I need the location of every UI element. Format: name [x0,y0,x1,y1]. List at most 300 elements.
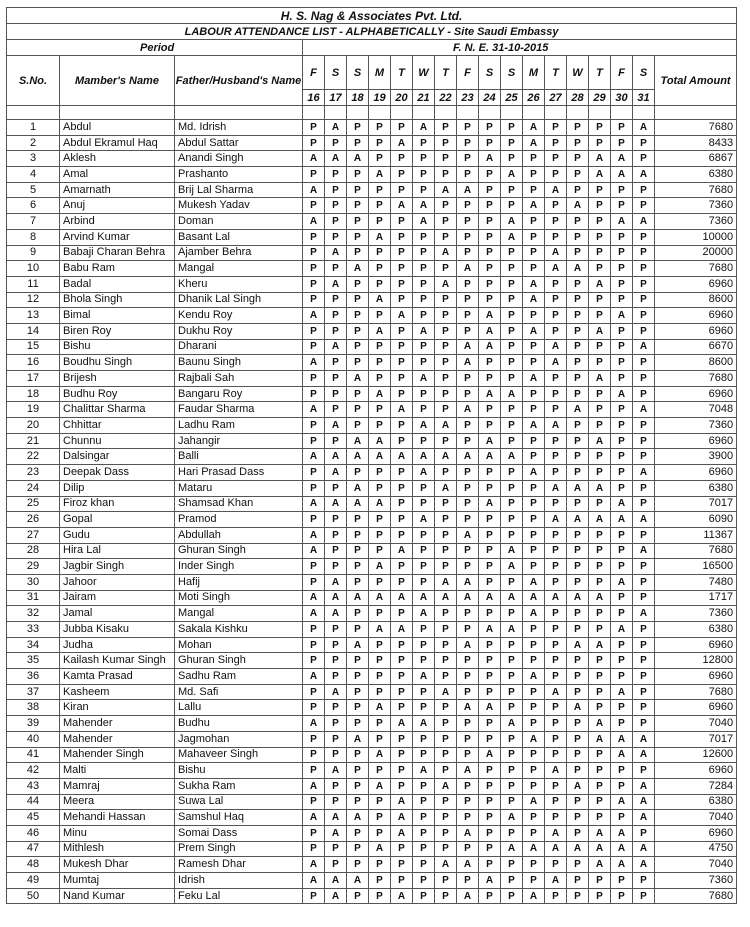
attendance-mark: P [567,371,589,387]
table-row [7,214,737,230]
attendance-mark: P [501,433,523,449]
attendance-mark: P [347,323,369,339]
attendance-mark: P [391,433,413,449]
attendance-mark: P [611,716,633,732]
attendance-mark: A [369,622,391,638]
father-husband-name: Inder Singh [175,559,303,575]
serial-number: 28 [7,543,60,559]
attendance-mark: P [567,731,589,747]
header-day: T [545,56,567,90]
attendance-mark: P [457,810,479,826]
attendance-mark: P [479,355,501,371]
attendance-mark: P [479,763,501,779]
attendance-mark: P [303,120,325,136]
attendance-mark: A [545,480,567,496]
header-date: 19 [369,90,391,106]
attendance-mark: A [567,480,589,496]
attendance-mark: P [611,873,633,889]
serial-number: 4 [7,167,60,183]
attendance-mark: P [369,684,391,700]
total-amount: 7360 [655,606,737,622]
attendance-mark: P [369,245,391,261]
attendance-mark: A [391,308,413,324]
attendance-mark: P [501,512,523,528]
attendance-mark: P [567,214,589,230]
attendance-mark: A [611,386,633,402]
attendance-mark: P [479,198,501,214]
attendance-mark: P [369,151,391,167]
attendance-mark: P [633,198,655,214]
attendance-mark: P [567,716,589,732]
table-row [7,873,737,889]
attendance-mark: P [369,512,391,528]
member-name: Budhu Roy [60,386,175,402]
attendance-mark: P [567,449,589,465]
attendance-mark: A [479,151,501,167]
total-amount: 1717 [655,590,737,606]
attendance-mark: P [391,747,413,763]
attendance-mark: P [325,480,347,496]
attendance-mark: P [435,622,457,638]
attendance-mark: A [347,873,369,889]
attendance-mark: P [479,559,501,575]
attendance-mark: P [611,261,633,277]
attendance-mark: A [523,198,545,214]
attendance-mark: A [523,120,545,136]
attendance-mark: P [347,465,369,481]
member-name: Gopal [60,512,175,528]
attendance-mark: P [545,433,567,449]
attendance-mark: A [611,825,633,841]
attendance-mark: A [369,841,391,857]
father-husband-name: Brij Lal Sharma [175,182,303,198]
attendance-mark: P [413,339,435,355]
header-day: S [501,56,523,90]
attendance-mark: P [325,527,347,543]
attendance-mark: P [567,857,589,873]
spacer-row [7,106,737,120]
attendance-mark: P [457,433,479,449]
father-husband-name: Dhanik Lal Singh [175,292,303,308]
attendance-mark: P [501,496,523,512]
attendance-mark: P [589,120,611,136]
attendance-mark: P [545,888,567,904]
attendance-mark: P [523,763,545,779]
attendance-mark: P [325,622,347,638]
attendance-mark: P [325,794,347,810]
attendance-mark: P [633,355,655,371]
father-husband-name: Prashanto [175,167,303,183]
attendance-mark: P [567,120,589,136]
attendance-mark: A [457,825,479,841]
attendance-mark: P [457,653,479,669]
attendance-mark: P [391,371,413,387]
attendance-mark: A [369,433,391,449]
attendance-mark: P [369,371,391,387]
attendance-mark: P [611,449,633,465]
attendance-mark: P [347,308,369,324]
attendance-mark: P [479,214,501,230]
attendance-mark: P [369,261,391,277]
attendance-mark: P [479,794,501,810]
attendance-mark: A [589,167,611,183]
attendance-mark: P [457,308,479,324]
total-amount: 7017 [655,731,737,747]
attendance-mark: P [567,465,589,481]
member-name: Jamal [60,606,175,622]
attendance-mark: P [501,825,523,841]
attendance-mark: A [391,543,413,559]
attendance-mark: P [325,731,347,747]
attendance-mark: A [589,433,611,449]
attendance-mark: A [611,308,633,324]
attendance-mark: P [457,622,479,638]
attendance-mark: P [303,339,325,355]
attendance-mark: P [347,402,369,418]
attendance-mark: P [501,606,523,622]
attendance-mark: P [545,167,567,183]
attendance-mark: P [523,167,545,183]
attendance-mark: P [391,637,413,653]
attendance-mark: P [567,669,589,685]
father-husband-name: Bangaru Roy [175,386,303,402]
total-amount: 8600 [655,292,737,308]
attendance-mark: P [457,873,479,889]
attendance-mark: P [633,323,655,339]
attendance-mark: P [545,292,567,308]
total-amount: 8433 [655,135,737,151]
attendance-mark: A [479,590,501,606]
attendance-mark: P [589,794,611,810]
attendance-mark: P [457,841,479,857]
attendance-mark: A [435,276,457,292]
table-row [7,543,737,559]
serial-number: 22 [7,449,60,465]
total-amount: 7680 [655,371,737,387]
attendance-mark: A [545,245,567,261]
total-amount: 7680 [655,261,737,277]
attendance-mark: P [589,622,611,638]
attendance-mark: A [545,684,567,700]
attendance-mark: P [501,637,523,653]
table-row [7,120,737,136]
attendance-mark: P [303,653,325,669]
attendance-mark: P [545,449,567,465]
table-row [7,229,737,245]
attendance-mark: A [501,229,523,245]
member-name: Jairam [60,590,175,606]
attendance-mark: P [479,418,501,434]
attendance-mark: P [523,245,545,261]
attendance-mark: A [325,245,347,261]
total-amount: 7680 [655,888,737,904]
attendance-mark: P [633,276,655,292]
member-name: Malti [60,763,175,779]
father-husband-name: Bishu [175,763,303,779]
attendance-mark: P [303,386,325,402]
header-day: S [633,56,655,90]
attendance-mark: P [589,135,611,151]
attendance-mark: P [391,496,413,512]
attendance-mark: P [347,339,369,355]
attendance-mark: P [479,543,501,559]
attendance-mark: P [567,543,589,559]
attendance-mark: P [303,825,325,841]
attendance-mark: P [325,559,347,575]
attendance-mark: A [325,825,347,841]
father-husband-name: Mohan [175,637,303,653]
attendance-mark: P [303,512,325,528]
attendance-mark: P [435,339,457,355]
serial-number: 49 [7,873,60,889]
attendance-mark: P [347,135,369,151]
attendance-mark: A [347,449,369,465]
attendance-mark: P [347,857,369,873]
attendance-mark: P [633,559,655,575]
attendance-mark: P [457,669,479,685]
attendance-mark: P [545,120,567,136]
attendance-mark: A [523,606,545,622]
attendance-mark: A [303,402,325,418]
attendance-mark: P [479,841,501,857]
total-amount: 4750 [655,841,737,857]
table-row [7,167,737,183]
attendance-mark: A [435,418,457,434]
attendance-mark: A [567,402,589,418]
table-row [7,386,737,402]
attendance-mark: P [347,606,369,622]
attendance-mark: A [391,622,413,638]
attendance-mark: P [633,433,655,449]
attendance-mark: A [369,559,391,575]
attendance-mark: A [303,669,325,685]
attendance-mark: A [413,449,435,465]
attendance-mark: A [457,355,479,371]
attendance-mark: A [325,574,347,590]
attendance-mark: P [413,637,435,653]
attendance-mark: P [369,214,391,230]
attendance-mark: A [347,590,369,606]
attendance-mark: A [633,606,655,622]
attendance-mark: A [325,465,347,481]
attendance-mark: A [589,512,611,528]
member-name: Chhittar [60,418,175,434]
attendance-mark: P [545,527,567,543]
attendance-mark: P [479,276,501,292]
header-day: M [523,56,545,90]
attendance-mark: A [369,747,391,763]
attendance-mark: P [501,198,523,214]
attendance-mark: P [523,716,545,732]
attendance-mark: P [303,433,325,449]
attendance-mark: A [457,339,479,355]
attendance-mark: P [589,465,611,481]
attendance-mark: P [523,512,545,528]
attendance-mark: P [369,339,391,355]
attendance-mark: A [633,167,655,183]
attendance-mark: P [391,653,413,669]
attendance-mark: P [567,763,589,779]
attendance-mark: P [303,622,325,638]
header-day: T [391,56,413,90]
attendance-mark: P [457,512,479,528]
attendance-mark: P [523,261,545,277]
attendance-mark: P [567,308,589,324]
attendance-mark: P [589,700,611,716]
attendance-mark: P [413,276,435,292]
attendance-mark: P [457,543,479,559]
header-day: T [435,56,457,90]
attendance-mark: A [611,747,633,763]
attendance-mark: P [501,261,523,277]
table-row [7,465,737,481]
total-amount: 7017 [655,496,737,512]
father-husband-name: Doman [175,214,303,230]
attendance-mark: P [435,512,457,528]
father-husband-name: Ladhu Ram [175,418,303,434]
attendance-mark: A [347,480,369,496]
total-amount: 7040 [655,810,737,826]
attendance-mark: P [303,418,325,434]
attendance-mark: A [303,590,325,606]
attendance-mark: A [523,292,545,308]
attendance-mark: A [303,151,325,167]
attendance-mark: P [303,684,325,700]
attendance-mark: P [523,308,545,324]
header-day: S [347,56,369,90]
attendance-mark: P [303,323,325,339]
member-name: Nand Kumar [60,888,175,904]
attendance-mark: P [413,292,435,308]
attendance-mark: P [479,825,501,841]
attendance-mark: P [545,543,567,559]
attendance-mark: P [523,559,545,575]
attendance-mark: A [325,590,347,606]
member-name: Judha [60,637,175,653]
serial-number: 41 [7,747,60,763]
total-amount: 7680 [655,684,737,700]
father-husband-name: Ghuran Singh [175,543,303,559]
table-row [7,182,737,198]
attendance-mark: P [633,574,655,590]
attendance-mark: A [457,449,479,465]
attendance-mark: A [567,512,589,528]
attendance-mark: P [391,355,413,371]
attendance-mark: P [611,355,633,371]
attendance-mark: P [303,637,325,653]
header-day: T [589,56,611,90]
attendance-mark: P [545,747,567,763]
attendance-mark: P [611,323,633,339]
attendance-mark: P [435,794,457,810]
attendance-mark: P [347,355,369,371]
attendance-mark: P [633,496,655,512]
attendance-mark: P [435,198,457,214]
attendance-mark: P [413,574,435,590]
attendance-mark: P [347,527,369,543]
table-row [7,402,737,418]
member-name: Mamraj [60,778,175,794]
attendance-mark: P [545,371,567,387]
attendance-mark: P [413,433,435,449]
attendance-mark: A [325,449,347,465]
attendance-mark: A [413,323,435,339]
attendance-mark: P [325,371,347,387]
attendance-mark: P [347,418,369,434]
member-name: Jagbir Singh [60,559,175,575]
attendance-mark: P [303,480,325,496]
attendance-mark: P [545,198,567,214]
attendance-mark: A [611,622,633,638]
attendance-mark: A [369,700,391,716]
attendance-mark: A [435,182,457,198]
attendance-mark: P [611,418,633,434]
attendance-mark: A [501,167,523,183]
attendance-mark: A [479,386,501,402]
attendance-mark: P [567,825,589,841]
attendance-mark: P [633,135,655,151]
attendance-mark: A [523,731,545,747]
father-husband-name: Ghuran Singh [175,653,303,669]
serial-number: 19 [7,402,60,418]
attendance-mark: P [523,778,545,794]
total-amount: 3900 [655,449,737,465]
total-amount: 6670 [655,339,737,355]
attendance-mark: P [435,465,457,481]
member-name: Mahender [60,731,175,747]
total-amount: 6960 [655,763,737,779]
attendance-mark: P [347,229,369,245]
attendance-table [6,7,737,904]
total-amount: 6960 [655,323,737,339]
attendance-mark: A [611,684,633,700]
table-row [7,292,737,308]
attendance-mark: P [501,747,523,763]
attendance-mark: P [369,182,391,198]
table-row [7,245,737,261]
attendance-mark: P [633,480,655,496]
attendance-mark: P [633,825,655,841]
attendance-mark: P [391,386,413,402]
attendance-mark: A [589,371,611,387]
attendance-mark: P [589,888,611,904]
attendance-mark: A [325,120,347,136]
serial-number: 38 [7,700,60,716]
total-amount: 6960 [655,637,737,653]
attendance-mark: A [501,214,523,230]
attendance-mark: A [633,402,655,418]
total-amount: 10000 [655,229,737,245]
attendance-mark: P [567,873,589,889]
table-row [7,825,737,841]
attendance-mark: P [391,841,413,857]
father-husband-name: Hafij [175,574,303,590]
attendance-mark: A [545,355,567,371]
attendance-mark: P [611,465,633,481]
attendance-mark: P [589,653,611,669]
attendance-mark: A [303,873,325,889]
attendance-mark: P [369,574,391,590]
attendance-mark: A [523,574,545,590]
total-amount: 20000 [655,245,737,261]
serial-number: 9 [7,245,60,261]
table-row [7,716,737,732]
attendance-mark: P [501,135,523,151]
attendance-mark: P [325,669,347,685]
attendance-mark: A [501,590,523,606]
attendance-mark: P [479,574,501,590]
attendance-mark: P [369,480,391,496]
